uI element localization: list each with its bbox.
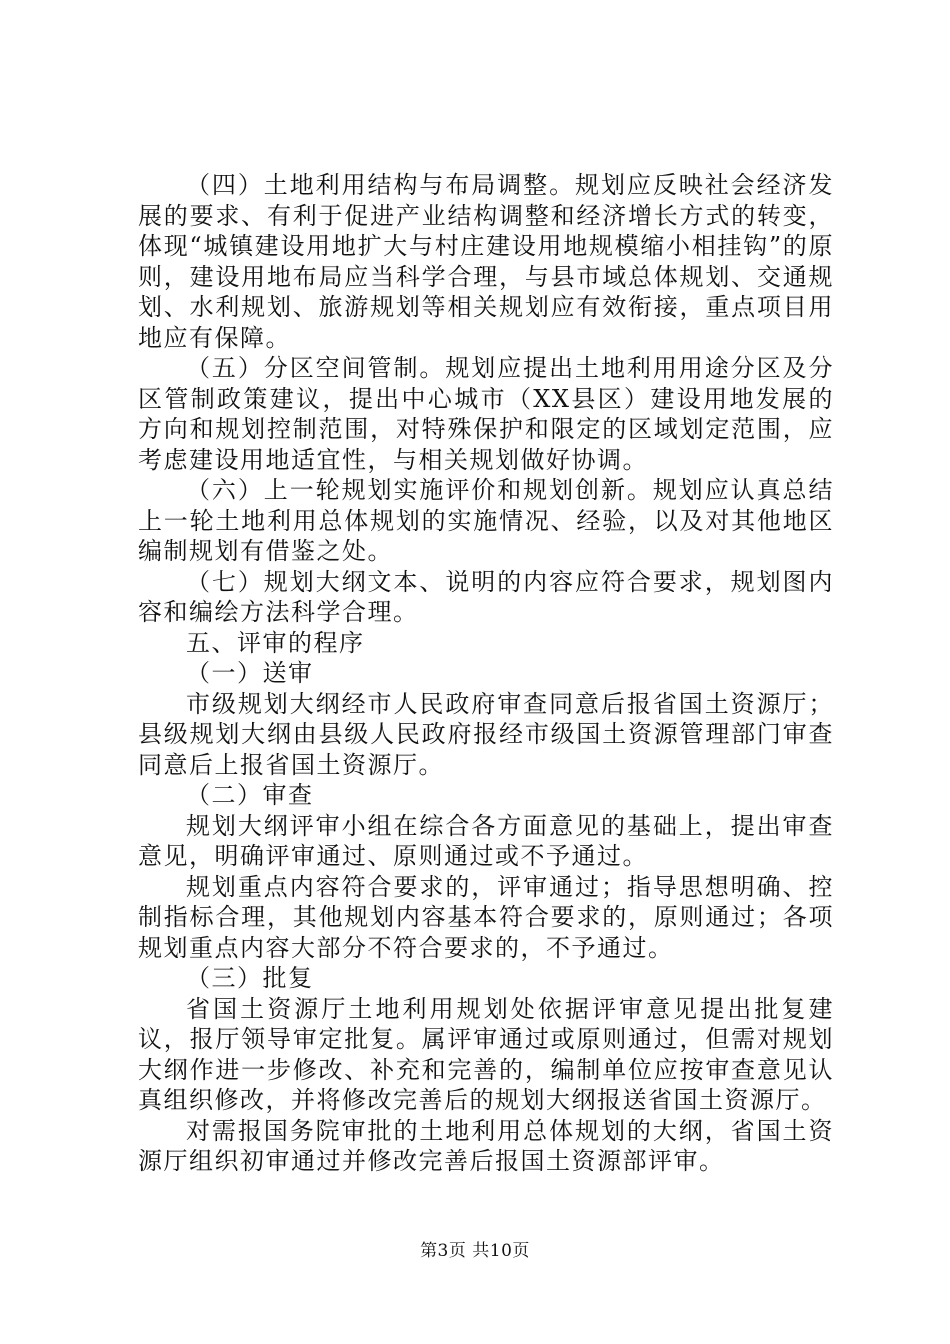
paragraph-approval: 省国土资源厅土地利用规划处依据评审意见提出批复建议，报厅领导审定批复。属评审通过或原则通过，但需对规划大纲作进一步修改、补充和完善的，编制单位应按审查意见认真组织修改，并将修改完善后的规划大纲报送省国土资源厅。 (138, 994, 834, 1114)
paragraph-review-criteria: 规划重点内容符合要求的，评审通过；指导思想明确、控制指标合理，其他规划内容基本符合要求的，原则通过；各项规划重点内容大部分不符合要求的，不予通过。 (138, 872, 834, 962)
paragraph-submission: 市级规划大纲经市人民政府审查同意后报省国土资源厅；县级规划大纲由县级人民政府报经市级国土资源管理部门审查同意后上报省国土资源厅。 (138, 689, 834, 779)
paragraph-land-use-structure: （四）土地利用结构与布局调整。规划应反映社会经济发展的要求、有利于促进产业结构调整和经济增长方式的转变，体现“城镇建设用地扩大与村庄建设用地规模缩小相挂钩”的原则，建设用地布局应当科学合理，与县市域总体规划、交通规划、水利规划、旅游规划等相关规划应有效衔接，重点项目用地应有保障。 (138, 171, 834, 352)
document-body (138, 170, 834, 1177)
paragraph-outline-text-requirements: （七）规划大纲文本、说明的内容应符合要求，规划图内容和编绘方法科学合理。 (138, 567, 834, 626)
subheading-review: （二）审查 (186, 781, 314, 809)
section-heading-review-procedure: 五、评审的程序 (186, 628, 365, 657)
page-number-footer: 第3页 共10页 (420, 1241, 530, 1261)
subheading-approval: （三）批复 (186, 964, 314, 992)
subheading-submission: （一）送审 (186, 659, 314, 687)
paragraph-zoning-control: （五）分区空间管制。规划应提出土地利用用途分区及分区管制政策建议，提出中心城市（XX县区）建设用地发展的方向和规划控制范围，对特殊保护和限定的区域划定范围，应考虑建设用地适宜性，与相关规划做好协调。 (138, 354, 834, 474)
paragraph-state-council-review: 对需报国务院审批的土地利用总体规划的大纲，省国土资源厅组织初审通过并修改完善后报国土资源部评审。 (138, 1116, 834, 1175)
paragraph-previous-plan-evaluation: （六）上一轮规划实施评价和规划创新。规划应认真总结上一轮土地利用总体规划的实施情况、经验，以及对其他地区编制规划有借鉴之处。 (138, 476, 834, 565)
paragraph-review-opinion: 规划大纲评审小组在综合各方面意见的基础上，提出审查意见，明确评审通过、原则通过或不予通过。 (138, 811, 834, 870)
